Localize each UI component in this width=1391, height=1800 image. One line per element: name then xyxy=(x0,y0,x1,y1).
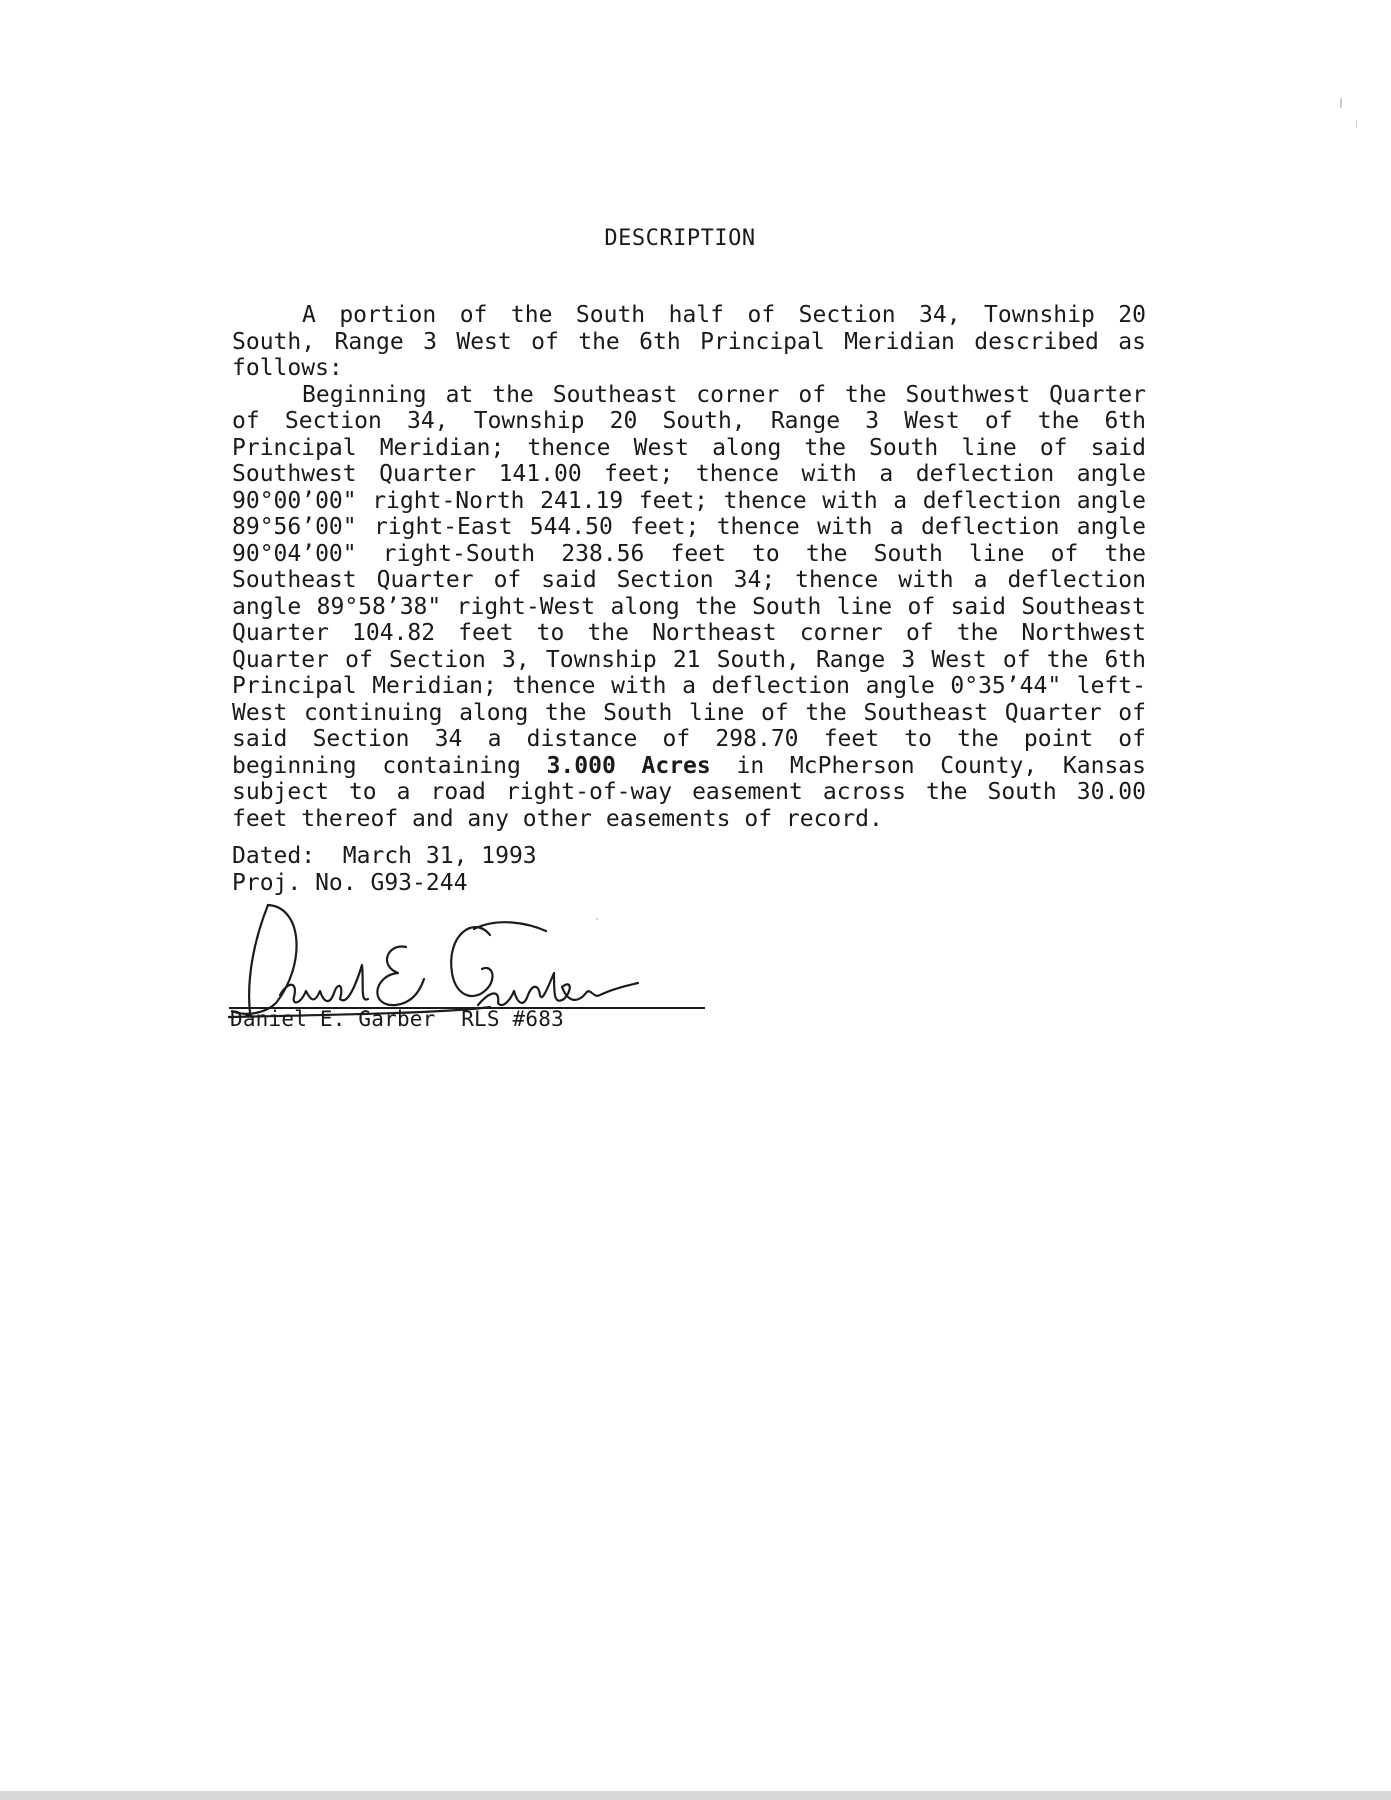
metes-and-bounds-text-end: in McPherson County, Kansas subject to a road right-of-way easement across the South 30.00 feet thereof and any other easements of record. xyxy=(232,752,1146,832)
dated-value: March 31, 1993 xyxy=(342,843,537,869)
signer-name: Daniel E. Garber xyxy=(230,1007,436,1031)
document-meta xyxy=(232,843,537,897)
legal-description xyxy=(232,302,1146,832)
intro-paragraph: A portion of the South half of Section 34, Township 20 South, Range 3 West of the 6th Principal Meridian described as follows: xyxy=(232,302,1146,381)
acreage-value: 3.000 Acres xyxy=(546,752,711,779)
metes-and-bounds-text: Beginning at the Southeast corner of the Southwest Quarter of Section 34, Township 20 South, Range 3 West of the 6th Principal Meridian; thence West along the South line of said Southwest Quarter 141.00 feet; thence with a deflection angle 90°00’00" right-North 241.19 feet; thence with a deflection angle 89°56’00" right-East 544.50 feet; thence with a deflection angle 90°04’00" right-South 238.56 feet to the South line of the Southeast Quarter of said Section 34; thence with a deflection angle 89°58’38" right-West along the South line of said Southeast Quarter 104.82 feet to the Northeast corner of the Northwest Quarter of Section 3, Township 21 South, Range 3 West of the 6th Principal Meridian; thence with a deflection angle 0°35’44" left-West continuing along the South line of the Southeast Quarter of said Section 34 a distance of 298.70 feet to the point of beginning containing xyxy=(232,381,1146,779)
scan-speck xyxy=(596,918,598,920)
project-label: Proj. No. xyxy=(232,870,357,896)
document-title: DESCRIPTION xyxy=(604,226,756,251)
metes-and-bounds-paragraph xyxy=(232,382,1146,833)
scan-speck xyxy=(1356,120,1357,128)
scan-bottom-edge xyxy=(0,1791,1391,1800)
dated-label: Dated: xyxy=(232,843,316,869)
dated-row xyxy=(232,843,537,870)
signer-license: RLS #683 xyxy=(461,1007,564,1031)
project-row xyxy=(232,870,537,897)
project-number: G93-244 xyxy=(370,870,468,896)
signer-block xyxy=(230,1007,564,1031)
scan-speck xyxy=(1340,98,1342,108)
